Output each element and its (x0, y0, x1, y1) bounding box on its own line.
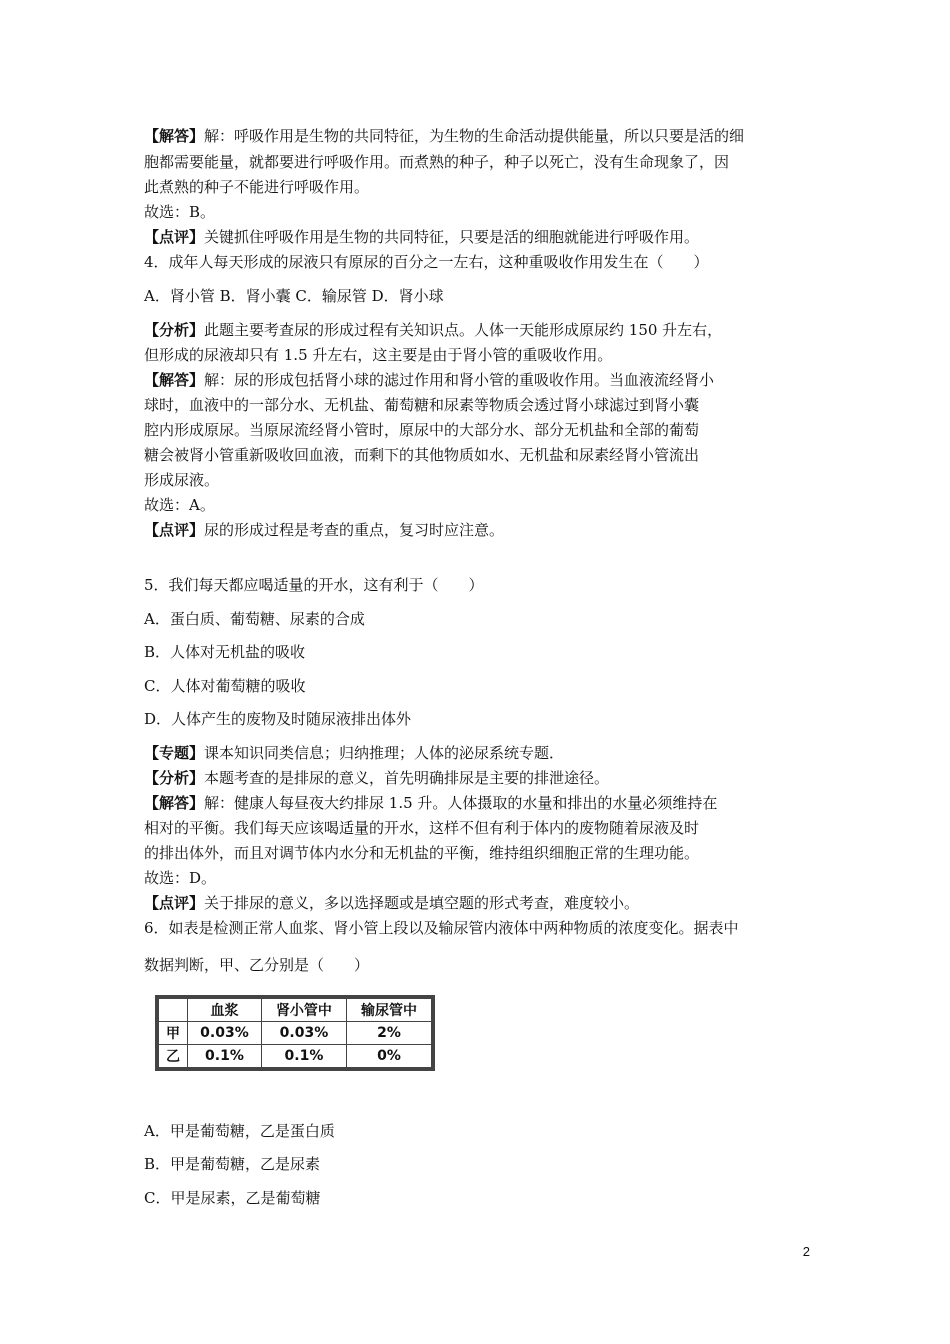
table-row (159, 1045, 432, 1068)
analysis-tag: 【分析】 (144, 321, 205, 339)
q4-answer-line-4: 糖会被肾小管重新吸收回血液，而剩下的其他物质如水、无机盐和尿素经肾小管流出 (144, 446, 700, 464)
q5-option-a: A．蛋白质、葡萄糖、尿素的合成 (144, 610, 365, 628)
table-header-cell: 血浆 (188, 999, 262, 1022)
q5-answer-line-3: 的排出体外，而且对调节体内水分和无机盐的平衡，维持组织细胞正常的生理功能。 (144, 844, 700, 862)
table-row-header: 甲 (159, 1022, 188, 1045)
q5-option-d: D．人体产生的废物及时随尿液排出体外 (144, 710, 412, 728)
review-tag: 【点评】 (144, 228, 205, 246)
page-number: 2 (802, 1244, 810, 1259)
q4-review: 【点评】尿的形成过程是考查的重点，复习时应注意。 (144, 521, 505, 539)
q5-option-b: B．人体对无机盐的吸收 (144, 643, 306, 661)
q4-stem: 4．成年人每天形成的尿液只有原尿的百分之一左右，这种重吸收作用发生在（ ） (144, 253, 709, 271)
q5-analysis: 【分析】本题考查的是排尿的意义，首先明确排尿是主要的排泄途径。 (144, 769, 610, 787)
table-header-row (159, 999, 432, 1022)
q4-answer-line-2: 球时，血液中的一部分水、无机盐、葡萄糖和尿素等物质会透过肾小球滤过到肾小囊 (144, 396, 700, 414)
q6-option-a: A．甲是葡萄糖，乙是蛋白质 (144, 1122, 335, 1140)
q3-answer-line-2: 胞都需要能量，就都要进行呼吸作用。而煮熟的种子，种子以死亡，没有生命现象了，因 (144, 153, 730, 171)
table-header-cell: 输尿管中 (346, 999, 431, 1022)
q4-analysis-line-1: 【分析】此题主要考查尿的形成过程有关知识点。人体一天能形成原尿约 150 升左右， (144, 321, 723, 339)
q6-option-c: C．甲是尿素，乙是葡萄糖 (144, 1189, 321, 1207)
q5-answer-line-2: 相对的平衡。我们每天应该喝适量的开水，这样不但有利于体内的废物随着尿液及时 (144, 819, 700, 837)
q4-analysis-line-2: 但形成的尿液却只有 1.5 升左右，这主要是由于肾小管的重吸收作用。 (144, 346, 613, 364)
table-row-header: 乙 (159, 1045, 188, 1068)
table-cell: 0.03% (188, 1022, 262, 1045)
answer-tag: 【解答】 (144, 371, 205, 389)
review-tag: 【点评】 (144, 521, 205, 539)
q3-answer-line-1: 【解答】解：呼吸作用是生物的共同特征，为生物的生命活动提供能量，所以只要是活的细 (144, 127, 745, 145)
q5-answer-line-1: 【解答】解：健康人每昼夜大约排尿 1.5 升。人体摄取的水量和排出的水量必须维持在 (144, 794, 718, 812)
q4-options: A．肾小管 B．肾小囊 C．输尿管 D．肾小球 (144, 287, 444, 305)
q3-choice: 故选：B。 (144, 203, 216, 221)
table-row (159, 1022, 432, 1045)
concentration-table (155, 995, 435, 1071)
table-header-cell (159, 999, 188, 1022)
analysis-tag: 【分析】 (144, 769, 205, 787)
table-header-cell: 肾小管中 (261, 999, 346, 1022)
q4-answer-line-3: 腔内形成原尿。当原尿流经肾小管时，原尿中的大部分水、部分无机盐和全部的葡萄 (144, 421, 700, 439)
q4-answer-line-1: 【解答】解：尿的形成包括肾小球的滤过作用和肾小管的重吸收作用。当血液流经肾小 (144, 371, 715, 389)
q4-answer-line-5: 形成尿液。 (144, 471, 220, 489)
q6-option-b: B．甲是葡萄糖，乙是尿素 (144, 1155, 321, 1173)
answer-tag: 【解答】 (144, 127, 205, 145)
q6-stem-line-2: 数据判断，甲、乙分别是（ ） (144, 956, 370, 974)
topic-tag: 【专题】 (144, 744, 205, 762)
q3-review: 【点评】关键抓住呼吸作用是生物的共同特征，只要是活的细胞就能进行呼吸作用。 (144, 228, 700, 246)
q5-option-c: C．人体对葡萄糖的吸收 (144, 677, 306, 695)
q4-choice: 故选：A。 (144, 496, 215, 514)
answer-tag: 【解答】 (144, 794, 205, 812)
table-cell: 0.1% (261, 1045, 346, 1068)
q5-choice: 故选：D。 (144, 869, 217, 887)
q5-review: 【点评】关于排尿的意义，多以选择题或是填空题的形式考查，难度较小。 (144, 894, 640, 912)
table-cell: 0.1% (188, 1045, 262, 1068)
table-cell: 0.03% (261, 1022, 346, 1045)
q5-stem: 5．我们每天都应喝适量的开水，这有利于（ ） (144, 576, 484, 594)
q5-topic: 【专题】课本知识同类信息；归纳推理；人体的泌尿系统专题． (144, 744, 565, 762)
q3-answer-line-3: 此煮熟的种子不能进行呼吸作用。 (144, 178, 370, 196)
table-cell: 0% (346, 1045, 431, 1068)
table-cell: 2% (346, 1022, 431, 1045)
q6-stem-line-1: 6．如表是检测正常人血浆、肾小管上段以及输尿管内液体中两种物质的浓度变化。据表中 (144, 919, 739, 937)
review-tag: 【点评】 (144, 894, 205, 912)
